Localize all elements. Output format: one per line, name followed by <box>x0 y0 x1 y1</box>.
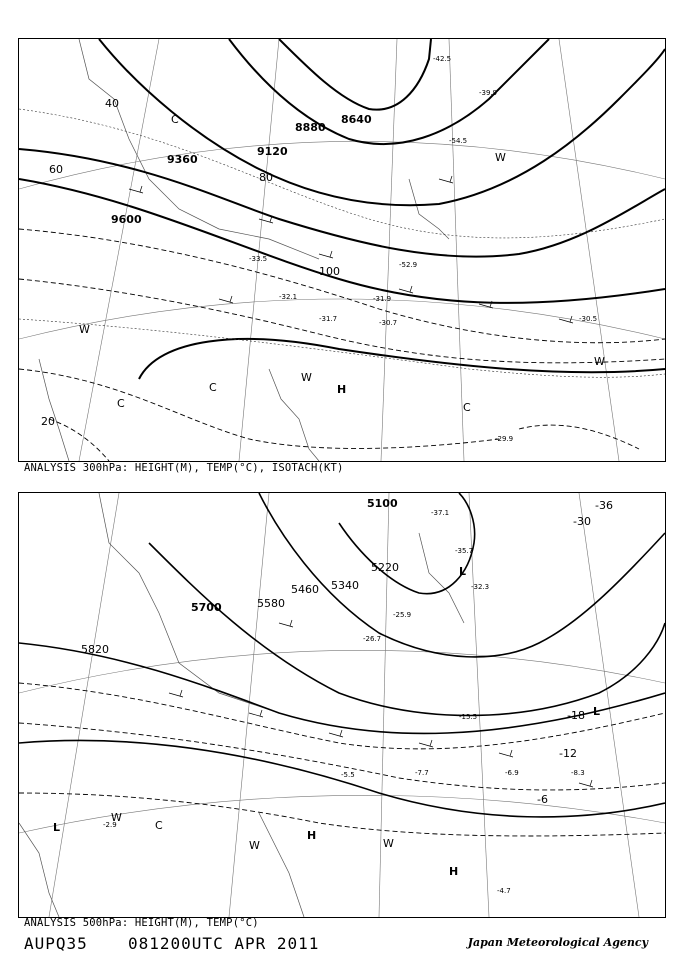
height-label: 8640 <box>341 113 372 126</box>
height-label: 9120 <box>257 145 288 158</box>
isotach-label: 60 <box>49 163 63 176</box>
temp-value: -30.7 <box>379 319 398 327</box>
temp-value: -8.3 <box>571 769 585 777</box>
warm-center: W <box>79 323 90 336</box>
isotherms-300 <box>19 109 665 377</box>
map-300hpa <box>19 39 665 461</box>
cold-center: C <box>463 401 471 414</box>
height-label: 5100 <box>367 497 398 510</box>
temp-value: -30.5 <box>579 315 598 323</box>
temp-value: -6.9 <box>505 769 519 777</box>
wind-barbs-300 <box>129 176 573 323</box>
temp-value: -32.3 <box>471 583 490 591</box>
agency-name: Japan Meteorological Agency <box>467 936 648 949</box>
temp-value: -39.9 <box>479 89 498 97</box>
wind-barbs-500 <box>169 620 593 787</box>
coastline-300 <box>39 39 452 461</box>
temp-value: -32.1 <box>279 293 298 301</box>
temp-value: -29.9 <box>495 435 514 443</box>
warm-center: W <box>249 839 260 852</box>
isotherm-label: -18 <box>567 709 585 722</box>
isotherm-label: -12 <box>559 747 577 760</box>
temp-value: -33.5 <box>249 255 268 263</box>
high-center: H <box>337 383 347 396</box>
warm-center: W <box>111 811 122 824</box>
temp-value: -25.9 <box>393 611 412 619</box>
low-center: L <box>593 705 601 718</box>
temperature-plots-500 <box>103 509 585 895</box>
height-contours-300 <box>19 39 665 379</box>
temp-value: -31.9 <box>373 295 392 303</box>
temp-value: -31.7 <box>319 315 338 323</box>
height-contours-500 <box>19 493 665 817</box>
temp-value: -7.7 <box>415 769 429 777</box>
height-label: 8880 <box>295 121 326 134</box>
isotach-label: 100 <box>319 265 340 278</box>
temp-value: -2.9 <box>103 821 117 829</box>
center-markers-500 <box>53 565 600 878</box>
height-label: 5340 <box>331 579 359 592</box>
chart-id: AUPQ35 <box>24 934 88 953</box>
isotach-label: 80 <box>259 171 273 184</box>
temp-value: -42.5 <box>433 55 452 63</box>
temp-value: -15.5 <box>459 713 478 721</box>
isotach-label: 40 <box>105 97 119 110</box>
high-center: H <box>307 829 317 842</box>
height-labels-500 <box>81 497 399 656</box>
warm-center: W <box>383 837 394 850</box>
warm-center: W <box>495 151 506 164</box>
graticule-500 <box>19 493 665 917</box>
valid-time: 081200UTC APR 2011 <box>128 934 320 953</box>
map-500hpa <box>19 493 665 917</box>
caption-500hpa: ANALYSIS 500hPa: HEIGHT(M), TEMP(°C) <box>24 917 259 929</box>
low-center: L <box>459 565 467 578</box>
temp-value: -5.5 <box>341 771 355 779</box>
warm-center: W <box>594 355 605 368</box>
cold-center: C <box>117 397 125 410</box>
height-label: 5820 <box>81 643 109 656</box>
temp-value: -35.7 <box>455 547 474 555</box>
isotherm-label: -36 <box>595 499 613 512</box>
height-labels-300 <box>111 113 372 226</box>
low-center: L <box>53 821 61 834</box>
temp-value: -26.7 <box>363 635 382 643</box>
cold-center: C <box>209 381 217 394</box>
caption-300hpa: ANALYSIS 300hPa: HEIGHT(M), TEMP(°C), ISOTACH(KT) <box>24 462 344 474</box>
height-label: 5580 <box>257 597 285 610</box>
isotach-labels-300 <box>41 97 340 428</box>
isotach-label: 20 <box>41 415 55 428</box>
high-center: H <box>449 865 459 878</box>
height-label: 5220 <box>371 561 399 574</box>
isotherm-label: -30 <box>573 515 591 528</box>
height-label: 9360 <box>167 153 198 166</box>
isotach-contours-300 <box>19 229 665 461</box>
temp-value: -4.7 <box>497 887 511 895</box>
chart-panel-300hpa <box>18 38 666 462</box>
temp-value: -54.5 <box>449 137 468 145</box>
chart-panel-500hpa <box>18 492 666 918</box>
height-label: 5460 <box>291 583 319 596</box>
warm-center: W <box>301 371 312 384</box>
height-label: 9600 <box>111 213 142 226</box>
temp-value: -37.1 <box>431 509 450 517</box>
isotherm-label: -6 <box>537 793 548 806</box>
cold-center: C <box>155 819 163 832</box>
cold-center: C <box>171 113 179 126</box>
temp-value: -52.9 <box>399 261 418 269</box>
height-label: 5700 <box>191 601 222 614</box>
